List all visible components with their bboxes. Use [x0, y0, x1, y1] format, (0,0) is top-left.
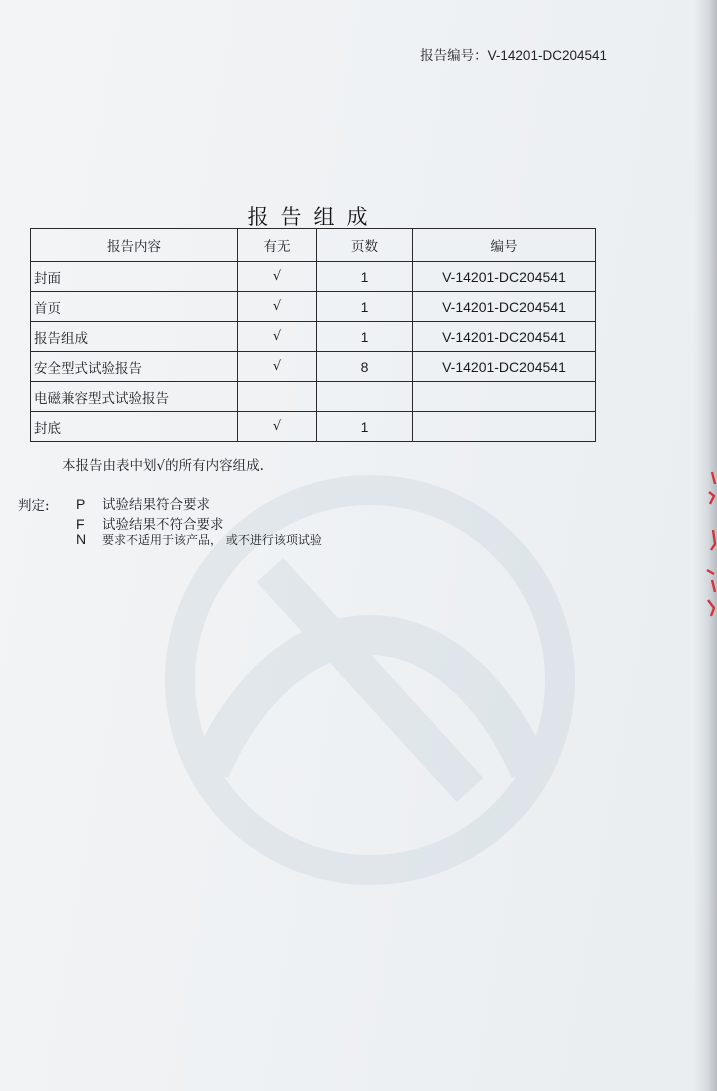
- row-number: V-14201-DC204541: [413, 292, 596, 322]
- verdict-text: 试验结果符合要求: [102, 497, 210, 513]
- row-number: V-14201-DC204541: [413, 322, 596, 352]
- table-row: [31, 262, 596, 292]
- row-present-check: √: [238, 352, 317, 382]
- table-row: [31, 322, 596, 352]
- row-number: V-14201-DC204541: [413, 352, 596, 382]
- table-row: [31, 412, 596, 442]
- table-header-row: [31, 229, 596, 262]
- row-pages: 1: [317, 292, 413, 322]
- verdict-item-not-applicable: [76, 531, 322, 548]
- row-name: 安全型式试验报告: [31, 352, 238, 382]
- row-present-check: √: [238, 412, 317, 442]
- table-row: [31, 352, 596, 382]
- row-pages: 1: [317, 262, 413, 292]
- row-present-check: [238, 382, 317, 412]
- seal-stamp-edge: [703, 470, 717, 620]
- verdict-item-pass: [76, 493, 210, 513]
- row-name: 电磁兼容型式试验报告: [31, 382, 238, 412]
- verdict-item-fail: [76, 513, 224, 533]
- report-number: 报告编号：V-14201-DC204541: [420, 48, 607, 63]
- row-pages: 1: [317, 412, 413, 442]
- column-header-pages: 页数: [317, 229, 413, 262]
- verdict-text: 要求不适用于该产品， 或不进行该项试验: [102, 533, 322, 547]
- row-name: 封面: [31, 262, 238, 292]
- row-present-check: √: [238, 292, 317, 322]
- row-name: 首页: [31, 292, 238, 322]
- row-present-check: √: [238, 322, 317, 352]
- row-number: V-14201-DC204541: [413, 262, 596, 292]
- row-present-check: √: [238, 262, 317, 292]
- report-composition-table: [30, 228, 596, 442]
- verdict-code: F: [76, 516, 85, 532]
- verdict-code: N: [76, 531, 87, 547]
- row-number: [413, 412, 596, 442]
- verdict-label: 判定:: [18, 498, 50, 514]
- row-pages: 8: [317, 352, 413, 382]
- row-pages: 1: [317, 322, 413, 352]
- document-title: 报告组成: [247, 205, 380, 229]
- verdict-text: 试验结果不符合要求: [102, 517, 224, 533]
- row-name: 封底: [31, 412, 238, 442]
- row-pages: [317, 382, 413, 412]
- column-header-content: 报告内容: [31, 229, 238, 262]
- verdict-code: P: [76, 496, 86, 512]
- column-header-present: 有无: [238, 229, 317, 262]
- column-header-number: 编号: [413, 229, 596, 262]
- composition-footnote: 本报告由表中划√的所有内容组成.: [62, 458, 264, 474]
- row-name: 报告组成: [31, 322, 238, 352]
- row-number: [413, 382, 596, 412]
- table-row: [31, 292, 596, 322]
- table-row: [31, 382, 596, 412]
